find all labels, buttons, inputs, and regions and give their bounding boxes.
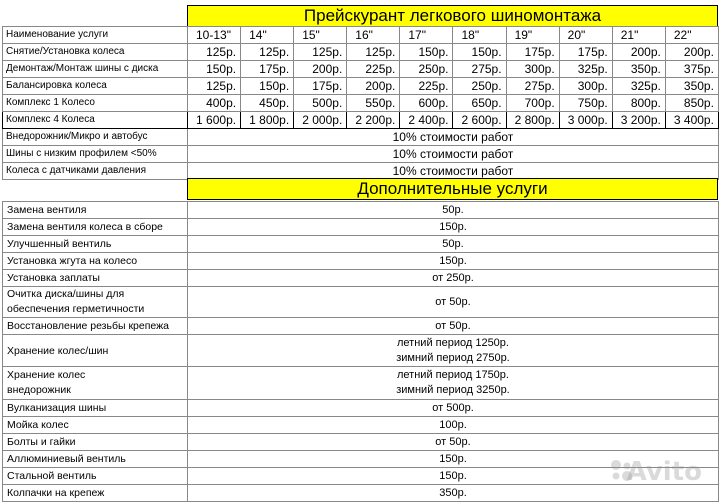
extra-price-label: от 50р.	[435, 296, 471, 308]
extra-service-name	[3, 367, 188, 400]
extra-service-label: Колпачки на крепеж	[7, 487, 105, 499]
extra-price-label: 150р.	[439, 255, 467, 267]
extra-service-price	[188, 236, 719, 253]
extra-price-label-line2: зимний период 2750р.	[396, 351, 510, 364]
price-cell: 325р.	[559, 61, 612, 78]
surcharge-name: Колеса с датчиками давления	[3, 163, 188, 180]
list-item	[3, 367, 719, 400]
extra-service-label: Замена вентиля колеса в сборе	[7, 221, 163, 233]
extra-price-label: 150р.	[439, 470, 467, 482]
surcharge-value: 10% стоимости работ	[188, 163, 719, 180]
extra-service-price	[188, 219, 719, 236]
price-cell: 150р.	[241, 78, 294, 95]
extra-service-price	[188, 434, 719, 451]
extra-price-label: 50р.	[442, 204, 464, 216]
extra-service-label: Мойка колес	[7, 419, 69, 431]
price-cell: 650р.	[453, 95, 506, 112]
extra-price-label: 50р.	[442, 238, 464, 250]
extra-service-label: Хранение колес	[7, 369, 86, 381]
extra-service-name	[3, 335, 188, 367]
price-cell: 2 600р.	[453, 112, 506, 129]
price-cell: 2 800р.	[506, 112, 559, 129]
extra-service-name	[3, 434, 188, 451]
list-item	[3, 335, 719, 367]
table-row	[3, 112, 719, 129]
extra-price-label: от 250р.	[432, 272, 474, 284]
table-row	[3, 61, 719, 78]
extra-service-name	[3, 417, 188, 434]
table-row	[3, 163, 719, 180]
table-row	[3, 129, 719, 146]
price-cell: 350р.	[612, 61, 665, 78]
extra-service-price	[188, 417, 719, 434]
price-cell: 600р.	[400, 95, 453, 112]
extra-service-label: Стальной вентиль	[7, 470, 97, 482]
price-cell: 350р.	[665, 78, 718, 95]
extra-price-label: летний период 1750р.	[397, 369, 509, 381]
surcharge-name: Шины с низким профилем <50%	[3, 146, 188, 163]
extra-service-name	[3, 468, 188, 485]
price-cell: 1 800р.	[241, 112, 294, 129]
column-header-size: 19"	[506, 27, 559, 44]
surcharge-value: 10% стоимости работ	[188, 129, 719, 146]
price-cell: 175р.	[506, 44, 559, 61]
price-cell: 275р.	[506, 78, 559, 95]
price-cell: 750р.	[559, 95, 612, 112]
price-cell: 1 600р.	[188, 112, 241, 129]
table-row	[3, 146, 719, 163]
extra-service-price	[188, 400, 719, 417]
extra-service-name	[3, 400, 188, 417]
price-cell: 150р.	[400, 44, 453, 61]
price-cell: 175р.	[294, 78, 347, 95]
extra-service-name	[3, 451, 188, 468]
extra-service-label-line2: внедорожник	[7, 384, 71, 396]
price-list-title: Прейскурант легкового шиномонтажа	[187, 5, 718, 27]
price-cell: 225р.	[347, 61, 400, 78]
price-cell: 125р.	[294, 44, 347, 61]
column-header-size: 17"	[400, 27, 453, 44]
surcharge-value: 10% стоимости работ	[188, 146, 719, 163]
extra-service-price	[188, 318, 719, 335]
extra-service-label: Установка заплаты	[7, 272, 100, 284]
service-name: Комплекс 4 Колеса	[3, 112, 188, 129]
service-name: Снятие/Установка колеса	[3, 44, 188, 61]
extra-price-label: 350р.	[439, 487, 467, 499]
table-row	[3, 44, 719, 61]
list-item	[3, 270, 719, 287]
extra-service-label: Болты и гайки	[7, 436, 76, 448]
price-cell: 375р.	[665, 61, 718, 78]
column-header-service: Наименование услуги	[3, 27, 188, 44]
price-cell: 175р.	[559, 44, 612, 61]
price-cell: 325р.	[612, 78, 665, 95]
price-cell: 250р.	[453, 78, 506, 95]
extra-service-name	[3, 270, 188, 287]
extra-service-name	[3, 219, 188, 236]
column-header-size: 15"	[294, 27, 347, 44]
extra-service-label: Восстановление резьбы крепежа	[7, 320, 169, 332]
table-row	[3, 95, 719, 112]
price-table	[2, 26, 719, 180]
price-cell: 200р.	[294, 61, 347, 78]
price-cell: 800р.	[612, 95, 665, 112]
price-cell: 175р.	[241, 61, 294, 78]
watermark: Avito	[626, 457, 702, 487]
extra-price-label: от 500р.	[432, 402, 474, 414]
extra-service-label: Хранение колес/шин	[7, 344, 109, 357]
list-item	[3, 318, 719, 335]
list-item	[3, 219, 719, 236]
price-cell: 150р.	[453, 44, 506, 61]
price-cell: 3 400р.	[665, 112, 718, 129]
list-item	[3, 202, 719, 219]
column-header-size: 16"	[347, 27, 400, 44]
price-cell: 300р.	[559, 78, 612, 95]
list-item	[3, 434, 719, 451]
price-cell: 3 200р.	[612, 112, 665, 129]
table-header-row	[3, 27, 719, 44]
price-cell: 550р.	[347, 95, 400, 112]
extra-price-label: 150р.	[439, 453, 467, 465]
price-cell: 500р.	[294, 95, 347, 112]
extra-service-label: Аллюминиевый вентиль	[7, 453, 126, 465]
column-header-size: 22"	[665, 27, 718, 44]
extra-price-label: от 50р.	[435, 436, 471, 448]
extra-service-price	[188, 253, 719, 270]
extra-service-label: Замена вентиля	[7, 204, 87, 216]
service-name: Балансировка колеса	[3, 78, 188, 95]
price-cell: 300р.	[506, 61, 559, 78]
price-cell: 3 000р.	[559, 112, 612, 129]
price-cell: 700р.	[506, 95, 559, 112]
price-cell: 2 200р.	[347, 112, 400, 129]
column-header-size: 10-13"	[188, 27, 241, 44]
list-item	[3, 287, 719, 318]
price-cell: 2 400р.	[400, 112, 453, 129]
extra-service-label: Очитка диска/шины для обеспечения герметичности	[7, 288, 145, 315]
price-cell: 450р.	[241, 95, 294, 112]
extra-service-name	[3, 236, 188, 253]
column-header-size: 21"	[612, 27, 665, 44]
extra-service-name	[3, 318, 188, 335]
extra-price-label: летний период 1250р.	[397, 336, 509, 349]
price-cell: 125р.	[188, 44, 241, 61]
price-cell: 200р.	[665, 44, 718, 61]
service-name: Демонтаж/Монтаж шины с диска	[3, 61, 188, 78]
list-item	[3, 417, 719, 434]
extra-price-label-line2: зимний период 3250р.	[396, 384, 510, 396]
list-item	[3, 400, 719, 417]
list-item	[3, 236, 719, 253]
extra-services-title: Дополнительные услуги	[187, 178, 718, 200]
extra-service-name	[3, 253, 188, 270]
price-cell: 850р.	[665, 95, 718, 112]
extra-service-name	[3, 287, 188, 318]
price-cell: 200р.	[612, 44, 665, 61]
table-row	[3, 78, 719, 95]
extra-service-price	[188, 335, 719, 367]
price-cell: 2 000р.	[294, 112, 347, 129]
column-header-size: 18"	[453, 27, 506, 44]
price-cell: 125р.	[241, 44, 294, 61]
extra-service-price	[188, 367, 719, 400]
list-item	[3, 253, 719, 270]
extra-service-price	[188, 287, 719, 318]
price-cell: 225р.	[400, 78, 453, 95]
price-cell: 150р.	[188, 61, 241, 78]
extra-service-label: Улучшенный вентиль	[7, 238, 112, 250]
surcharge-name: Внедорожник/Микро и автобус	[3, 129, 188, 146]
price-cell: 400р.	[188, 95, 241, 112]
price-cell: 125р.	[188, 78, 241, 95]
column-header-size: 20"	[559, 27, 612, 44]
extra-service-label: Вулканизация шины	[7, 402, 107, 414]
extra-price-label: от 50р.	[435, 320, 471, 332]
service-name: Комплекс 1 Колесо	[3, 95, 188, 112]
extra-service-label: Установка жгута на колесо	[7, 255, 138, 267]
price-cell: 250р.	[400, 61, 453, 78]
price-cell: 275р.	[453, 61, 506, 78]
price-cell: 125р.	[347, 44, 400, 61]
column-header-size: 14"	[241, 27, 294, 44]
extra-price-label: 100р.	[439, 419, 467, 431]
price-cell: 200р.	[347, 78, 400, 95]
extra-service-price	[188, 202, 719, 219]
extra-service-price	[188, 270, 719, 287]
extra-service-name	[3, 202, 188, 219]
extra-price-label: 150р.	[439, 221, 467, 233]
